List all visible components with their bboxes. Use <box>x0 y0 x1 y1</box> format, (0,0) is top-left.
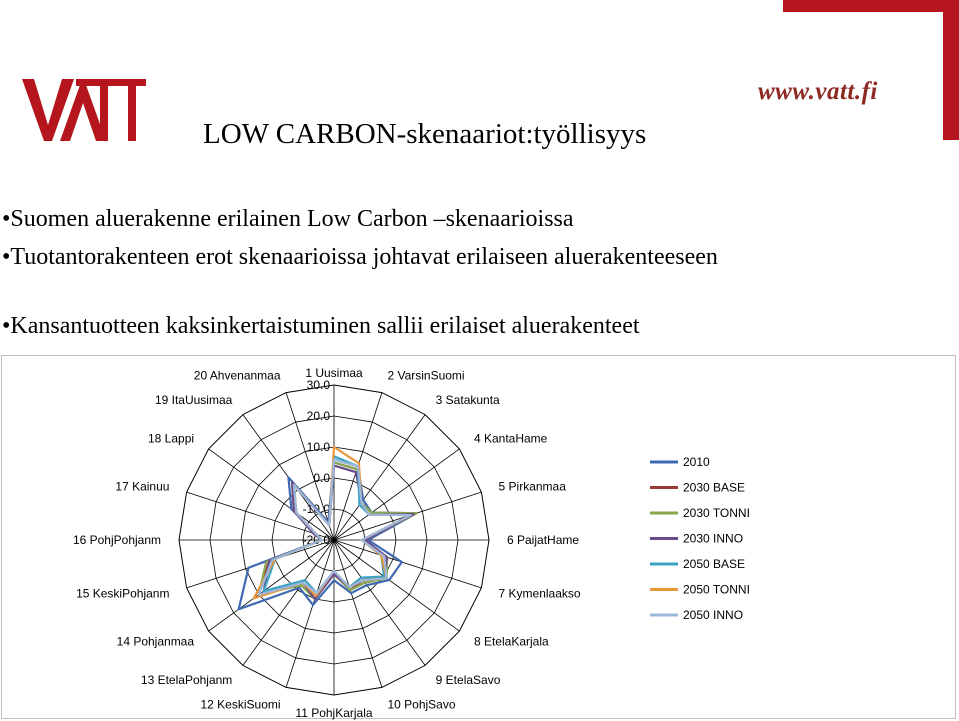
spoke-line <box>209 540 334 631</box>
bullet-item: •Kansantuotteen kaksinkertaistuminen sallii erilaiset aluerakenteet <box>2 313 640 339</box>
category-label: 4 KantaHame <box>473 431 548 446</box>
category-label: 13 EtelaPohjanm <box>140 672 233 687</box>
spoke-line <box>209 449 334 540</box>
category-label: 11 PohjKarjala <box>295 706 373 720</box>
spoke-line <box>334 449 459 540</box>
category-label: 12 KeskiSuomi <box>200 697 281 712</box>
category-label: 9 EtelaSavo <box>435 672 501 687</box>
spoke-line <box>286 540 334 687</box>
legend-label: 2030 BASE <box>683 480 746 495</box>
category-label: 10 PohjSavo <box>387 697 456 712</box>
category-label: 14 Pohjanmaa <box>116 634 195 649</box>
tick-label: -10.0 <box>302 502 330 516</box>
brand-side-bar <box>943 0 959 140</box>
category-label: 7 Kymenlaakso <box>498 586 581 601</box>
category-label: 18 Lappi <box>147 431 195 446</box>
legend-label: 2010 <box>683 455 710 469</box>
legend-label: 2050 TONNI <box>683 582 750 597</box>
spoke-line <box>334 415 425 540</box>
legend-label: 2030 TONNI <box>683 506 750 520</box>
category-label: 17 Kainuu <box>115 479 170 494</box>
tick-label: 20.0 <box>306 409 330 423</box>
slide-title: LOW CARBON-skenaariot:työllisyys <box>203 118 647 150</box>
legend-label: 2030 INNO <box>683 531 744 546</box>
bullet-item: •Suomen aluerakenne erilainen Low Carbon –skenaarioissa <box>2 206 574 232</box>
category-label: 2 VarsinSuomi <box>387 368 465 383</box>
category-label: 19 ItaUusimaa <box>154 393 233 408</box>
brand-corner-bar <box>783 0 959 12</box>
category-label: 16 PohjPohjanm <box>72 533 161 547</box>
spoke-line <box>334 540 382 687</box>
category-label: 6 PaijatHame <box>507 533 580 547</box>
legend-label: 2050 INNO <box>683 608 744 622</box>
legend-label: 2050 BASE <box>683 557 746 571</box>
website-link[interactable]: www.vatt.fi <box>758 78 878 105</box>
radar-chart-svg <box>2 356 957 720</box>
category-label: 1 Uusimaa <box>305 366 363 380</box>
category-label: 3 Satakunta <box>435 393 500 408</box>
bullet-item: •Tuotantorakenteen erot skenaarioissa johtavat erilaiseen aluerakenteeseen <box>2 244 718 270</box>
spoke-line <box>334 540 425 665</box>
category-label: 5 Pirkanmaa <box>498 479 566 494</box>
category-label: 15 KeskiPohjanm <box>76 586 170 601</box>
tick-label: 0.0 <box>313 471 330 485</box>
radar-chart <box>1 355 956 719</box>
category-label: 8 EtelaKarjala <box>473 634 549 649</box>
tick-label: 10.0 <box>306 440 330 454</box>
tick-label: 30.0 <box>306 378 330 392</box>
category-label: 20 Ahvenanmaa <box>193 368 281 383</box>
vatt-logo <box>20 75 150 145</box>
tick-label: -20.0 <box>302 533 330 547</box>
